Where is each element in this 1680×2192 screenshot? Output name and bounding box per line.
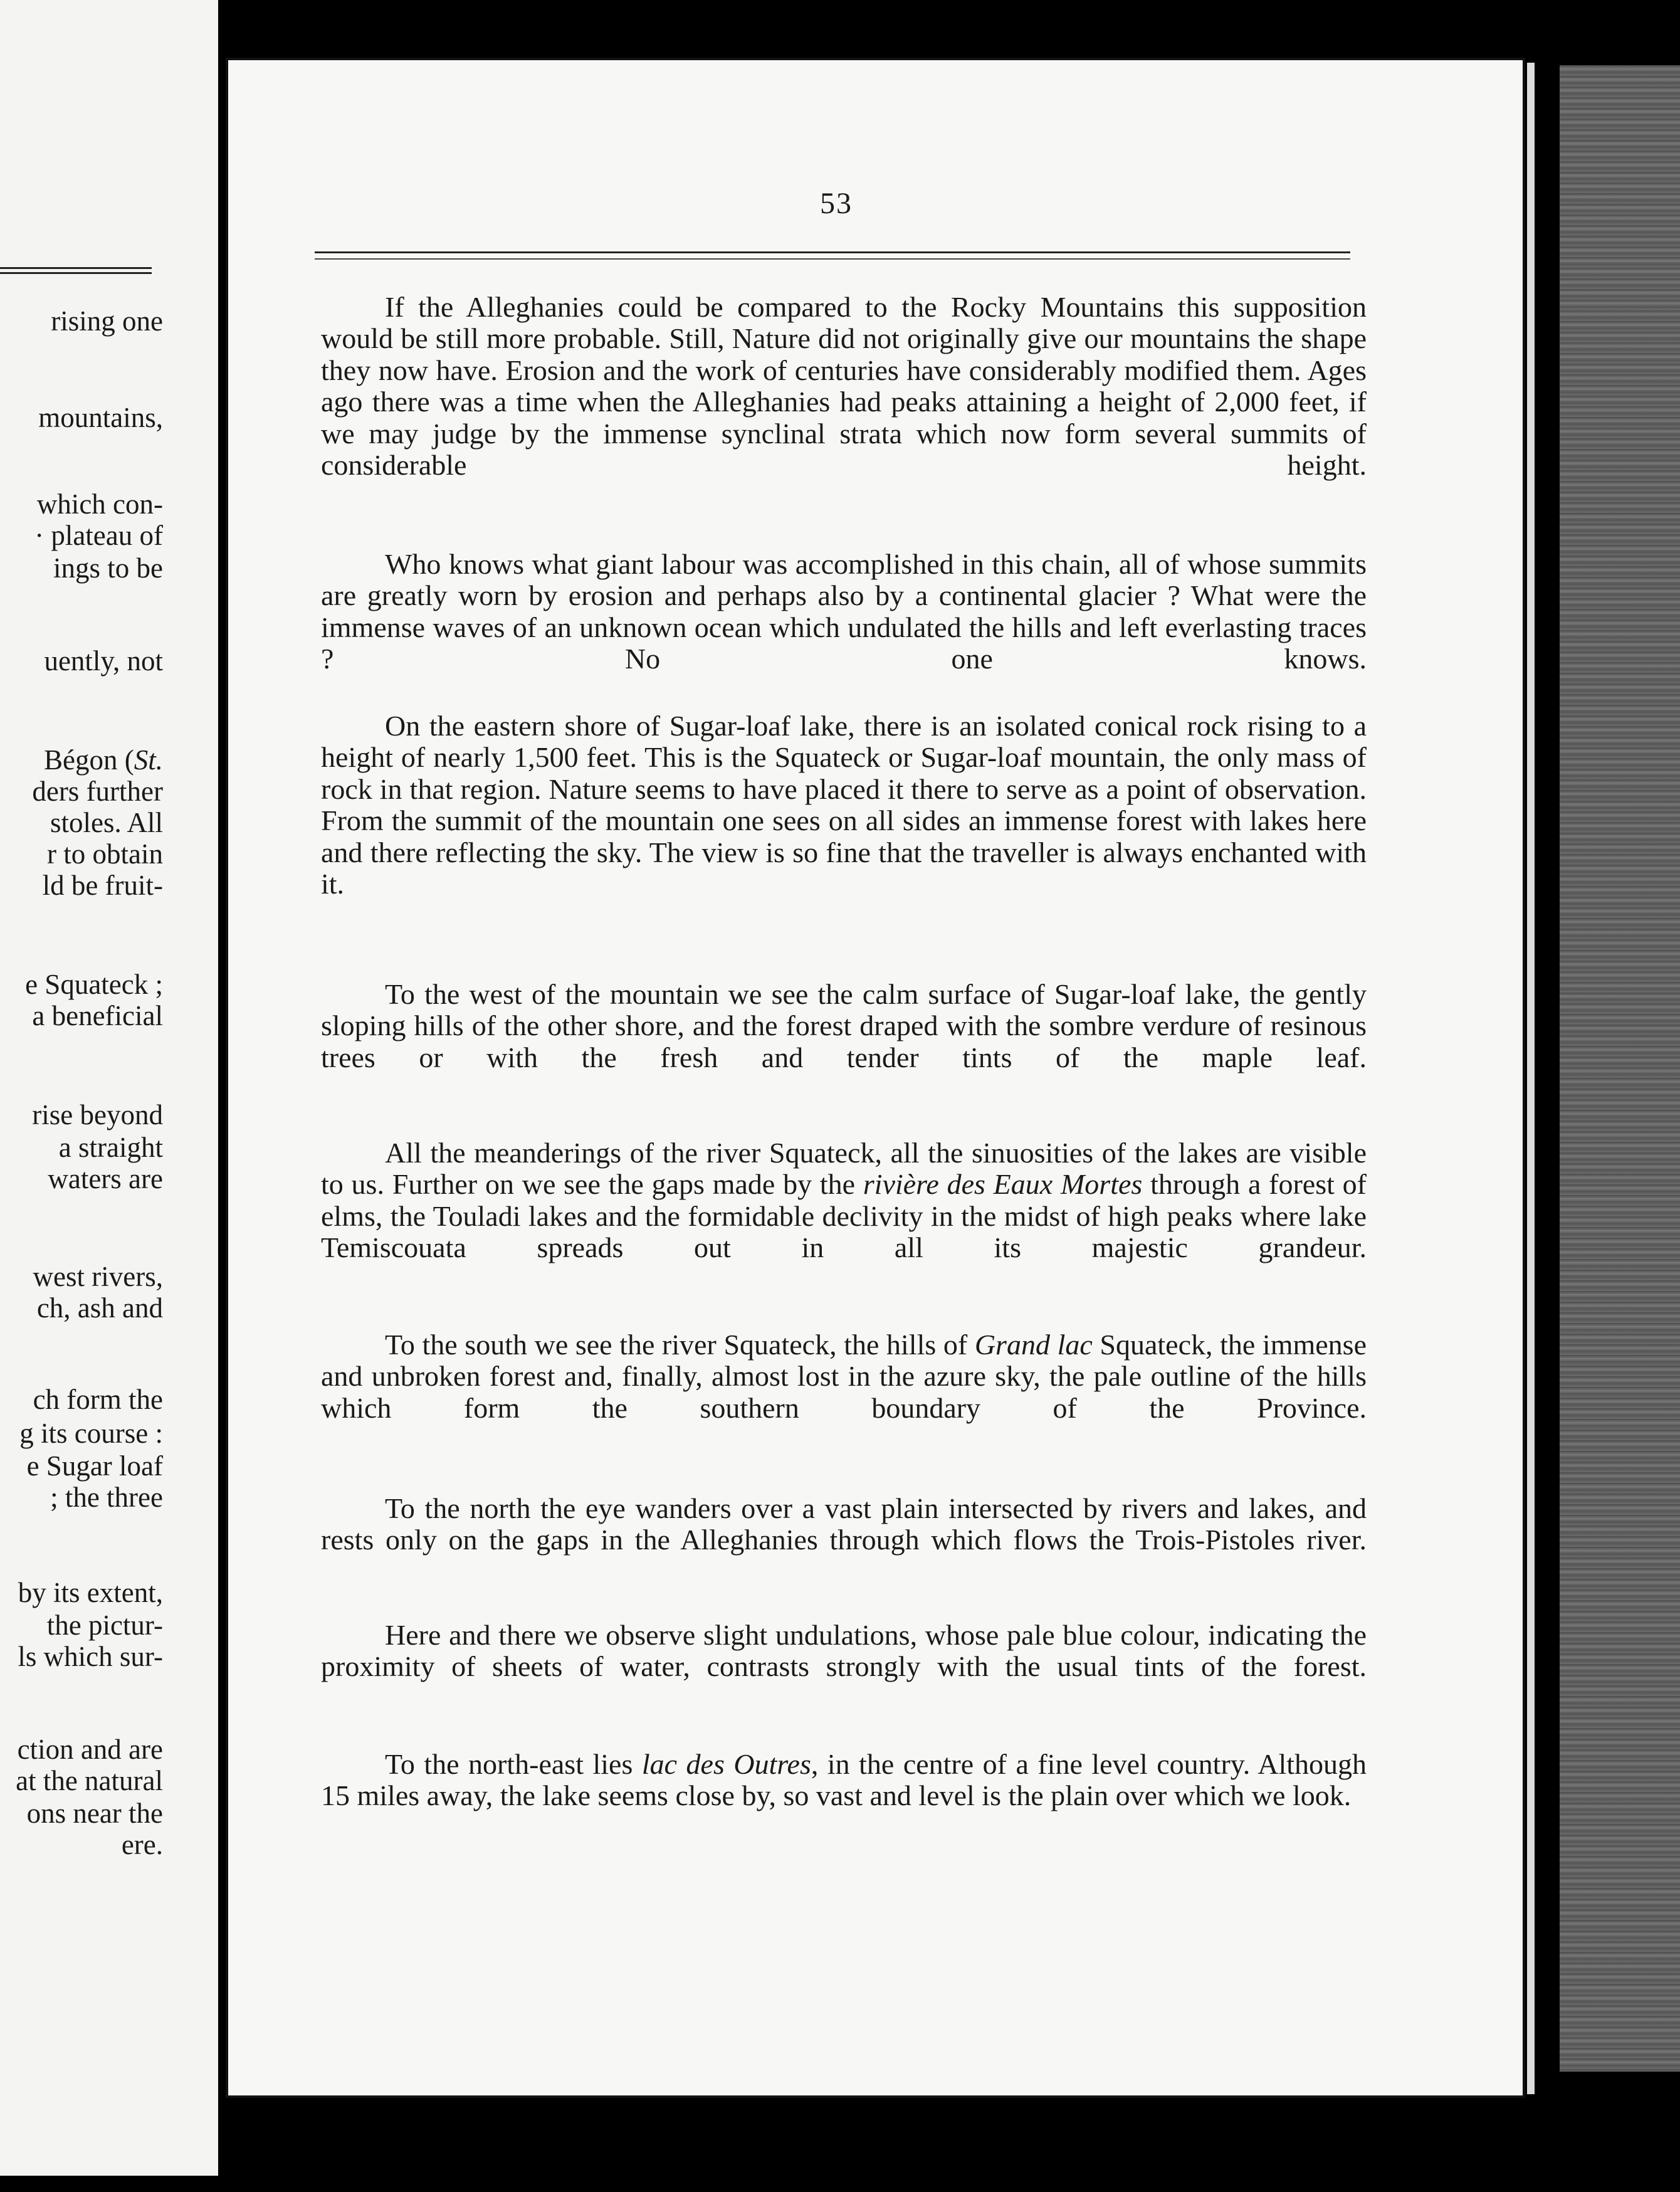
left-text-line: ere. (121, 1829, 163, 1860)
left-text-line: a straight (58, 1132, 163, 1163)
left-text-line: which con- (36, 488, 163, 520)
paragraph: Who knows what giant labour was accomplished in this chain, all of whose summits are greatly worn by erosion and perhaps also by a continental glacier ? What were the immense waves of an unknown ocean which undulated the hills and left everlasting traces ? No one knows. (321, 548, 1367, 675)
left-text-line: at the natural (16, 1765, 163, 1796)
left-text-line: · plateau of (34, 520, 163, 551)
left-text-line: g its course : (19, 1418, 163, 1449)
left-text-line: the pictur- (46, 1610, 163, 1641)
left-text-line: ings to be (53, 552, 163, 584)
left-text-line: mountains, (38, 402, 163, 433)
left-page-fragment (0, 0, 218, 2176)
left-text-line: by its extent, (18, 1577, 163, 1608)
left-text-line: ; the three (50, 1482, 163, 1513)
paragraph: To the west of the mountain we see the calm surface of Sugar-loaf lake, the gently sloping hills of the other shore, and the forest draped with the sombre verdure of resinous trees or with the fresh and tender tints of the maple leaf. (321, 978, 1367, 1073)
left-text-line: ction and are (17, 1734, 163, 1765)
left-text-line: a beneficial (32, 1000, 163, 1031)
left-text-line: Bégon (St. (44, 744, 163, 776)
paragraph: If the Alleghanies could be compared to the Rocky Mountains this supposition would be still more probable. Still, Nature did not originally give our mountains the shape they now have. Erosion and the work of centuries have considerably modified them. Ages ago there was a time when the Alleghanies had peaks attaining a height of 2,000 feet, if we may judge by the immense synclinal strata which now form several summits of considerable height. (321, 291, 1367, 482)
left-text-line: e Sugar loaf (26, 1450, 163, 1482)
paragraph: To the south we see the river Squateck, the hills of Grand lac Squateck, the immense and unbroken forest and, finally, almost lost in the azure sky, the pale outline of the hills which form the southern boundary of the Province. (321, 1329, 1367, 1424)
left-text-line: waters are (48, 1163, 163, 1194)
left-header-rule (0, 267, 152, 269)
left-text-line: e Squateck ; (25, 969, 163, 1000)
left-text-line: west rivers, (33, 1261, 163, 1292)
paragraph: All the meanderings of the river Squateck, all the sinuosities of the lakes are visible to us. Further on we see the gaps made by the rivière des Eaux Mortes through a forest of elms, the Touladi lakes and the formidable declivity in the midst of high peaks where lake Temiscouata spreads out in all its majestic grandeur. (321, 1137, 1367, 1264)
left-text-line: ons near the (26, 1798, 163, 1829)
left-text-line: ld be fruit- (42, 870, 163, 901)
left-text-line: rising one (51, 305, 163, 337)
paragraph: Here and there we observe slight undulations, whose pale blue colour, indicating the proximity of sheets of water, contrasts strongly with the usual tints of the forest. (321, 1619, 1367, 1683)
left-text-line: ch, ash and (36, 1292, 163, 1324)
left-text-line: uently, not (44, 645, 163, 677)
left-text-line: ls which sur- (18, 1641, 163, 1672)
paragraph: On the eastern shore of Sugar-loaf lake, there is an isolated conical rock rising to a height of nearly 1,500 feet. This is the Squateck or Sugar-loaf mountain, the only mass of rock in that region. Nature seems to have placed it there to serve as a point of observation. From the summit of the mountain one sees on all sides an immense forest with lakes here and there reflecting the sky. The view is so fine that the traveller is always enchanted with it. (321, 710, 1367, 900)
paragraph: To the north the eye wanders over a vast plain intersected by rivers and lakes, and rests only on the gaps in the Alleghanies through which flows the Trois-Pistoles river. (321, 1492, 1367, 1556)
left-text-line: r to obtain (47, 838, 163, 870)
header-rule (315, 251, 1350, 260)
left-text-line: ders further (32, 776, 163, 807)
left-header-rule-2 (0, 272, 152, 274)
book-binding-edge (1560, 65, 1680, 2072)
page-edge (1527, 63, 1535, 2094)
left-text-line: rise beyond (32, 1099, 163, 1130)
paragraph: To the north-east lies lac des Outres, in the centre of a fine level country. Although 15 miles away, the lake seems close by, so vast and level is the plain over which we look. (321, 1748, 1367, 1812)
left-text-line: stoles. All (50, 807, 163, 838)
left-text-line: ch form the (33, 1384, 163, 1415)
page-number: 53 (820, 187, 853, 220)
